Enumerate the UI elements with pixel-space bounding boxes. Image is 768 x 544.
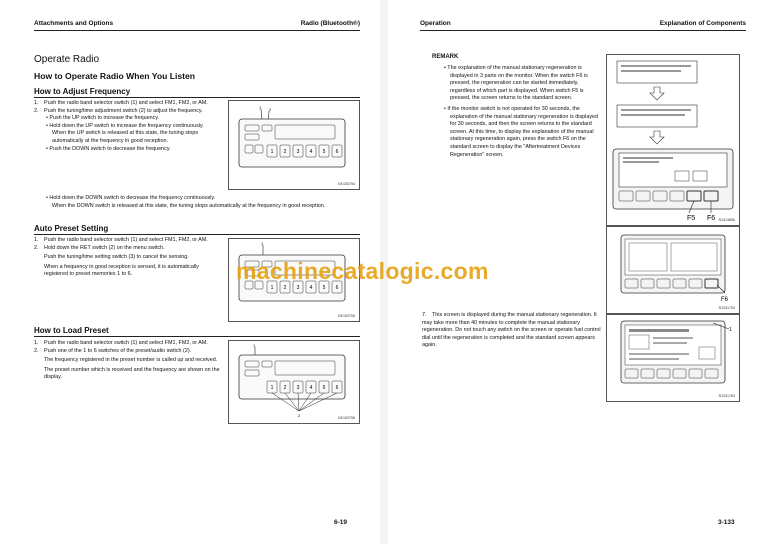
preset-key-label: 1: [270, 285, 274, 291]
label-f5: F5: [687, 215, 696, 222]
radio-figure-3: [228, 340, 360, 424]
divider: [34, 234, 360, 235]
preset-key-label: 3: [296, 149, 300, 155]
adjust-bullet-2-note: When the UP switch is released at this state, the tuning stops automatically at the frequency in good reception.: [52, 130, 199, 144]
figure-id: RJ413856: [718, 218, 735, 222]
adjust-bullet-1: Push the UP switch to increase the frequency.: [49, 115, 160, 122]
label-f6: F6: [707, 215, 716, 222]
preset-key-label: 4: [309, 385, 313, 391]
auto-preset-steps: 1. Push the radio band selector switch (1) and select FM1, FM2, or AM. 2. Hold down the RET switch (2) on the menu switch. Push the tuning/time setting switch (3) to cancel the sensing. When a frequency in good reception is sensed, it is automatically registered to preset memories 1 to 6.: [34, 237, 224, 279]
adjust-steps-wide: • Hold down the DOWN switch to decrease the frequency continuously. When the DOWN switch is released at this state, the tuning stops automatically at the frequency in good reception.: [34, 195, 360, 210]
divider: [34, 97, 360, 98]
adjust-bullet-2: Hold down the UP switch to increase the frequency continuously.: [49, 122, 204, 129]
load-step-2-note-2: The preset number which is received and the frequency are shown on the display.: [44, 366, 220, 381]
adjust-bullet-4-note: When the DOWN switch is released at this state, the tuning stops automatically at the frequency in good reception.: [52, 202, 326, 209]
adjust-step-2: Push the tuning/time adjustment switch (2) to adjust the frequency.: [44, 107, 203, 114]
preset-key-label: 3: [296, 285, 300, 291]
radio-panel-illustration: [229, 341, 359, 423]
auto-step-2: Hold down the RET switch (2) on the menu switch.: [44, 244, 165, 251]
heading-load-preset: How to Load Preset: [34, 326, 109, 335]
auto-step-2-note-2: When a frequency in good reception is sensed, it is automatically registered to preset memories 1 to 6.: [44, 263, 199, 278]
figure-id: GK153755: [337, 314, 355, 318]
svg-text:1: 1: [253, 343, 256, 348]
remark-body: • The explanation of the manual stationary regeneration is displayed in 3 parts on the monitor. When the switch F6 is pressed, the regeneration can be started immediately, regardless of which part is displayed. When switch F5 is pressed, the screen returns to the standard screen. • If the monitor switch is not operated for 30 seconds, the explanation of the manual stationary regeneration is displayed for 30 seconds, and then the screen returns to the standard screen. At this time, to display the explanation of the manual stationary regeneration again, press the switch F6 on the standard screen to display the "Aftertreatment Devices Regeneration" screen.: [444, 65, 599, 158]
page-title: Operate Radio: [34, 54, 100, 65]
step-7: 7. This screen is displayed during the manual stationary regeneration. It may take more than 40 minutes to complete the manual stationary regeneration. Do not touch any switch on the screen or operate fuel control dial until the regeneration is completed and the standard screen appears again.: [422, 312, 601, 349]
preset-key-label: 5: [322, 385, 326, 391]
svg-text:1: 1: [261, 241, 264, 246]
regeneration-screen-illustration: [607, 315, 739, 401]
load-preset-steps: 1. Push the radio band selector switch (1) and select FM1, FM2, or AM. 2. Push one of the 1 to 6 switches of the preset/audio switch (2). The frequency registered in the preset number is called up and received. The preset number which is received and the frequency are shown on the display.: [34, 340, 224, 382]
svg-text:2: 2: [297, 413, 301, 418]
watermark: machinecatalogic.com: [236, 258, 489, 284]
preset-key-label: 6: [335, 385, 339, 391]
auto-step-2-note: Push the tuning/time setting switch (3) to cancel the sensing.: [44, 254, 189, 261]
monitor-figure-sequence: [606, 54, 740, 226]
preset-key-label: 5: [322, 285, 326, 291]
section-heading-listen: How to Operate Radio When You Listen: [34, 71, 196, 81]
adjust-bullet-3: Push the DOWN switch to decrease the frequency.: [49, 145, 171, 152]
right-header-topic: Explanation of Components: [659, 20, 746, 27]
monitor-figure-regeneration: [606, 314, 740, 402]
figure-id: GK153756: [337, 416, 355, 420]
preset-key-label: 2: [283, 285, 287, 291]
radio-panel-illustration: [229, 101, 359, 189]
left-page-number: 6-19: [334, 519, 348, 526]
preset-key-label: 2: [283, 149, 287, 155]
svg-text:2: 2: [269, 107, 272, 112]
adjust-steps: 1. Push the radio band selector switch (1) and select FM1, FM2, or AM. 2. Push the tuning/time adjustment switch (2) to adjust the frequency. • Push the UP switch to increase the frequency. • Hold down the UP switch to increase the frequency continuously. When the UP switch is released at this state, the tuning stops automatically at the frequency in good reception. • Push the DOWN switch to decrease the frequency.: [34, 100, 224, 153]
preset-key-label: 3: [296, 385, 300, 391]
heading-adjust-frequency: How to Adjust Frequency: [34, 87, 131, 96]
figure-id: RJ331753: [718, 306, 735, 310]
remark-item-1: The explanation of the manual stationary regeneration is displayed in 3 parts on the monitor. When the switch F6 is pressed, the regeneration can be started immediately, regardless of which part is displayed. When switch F5 is pressed, the screen returns to the standard screen.: [447, 65, 588, 102]
left-page-header: [34, 20, 360, 31]
figure-id: RJ331763: [718, 394, 735, 398]
heading-auto-preset: Auto Preset Setting: [34, 224, 109, 233]
auto-step-1: Push the radio band selector switch (1) and select FM1, FM2, or AM.: [44, 237, 208, 243]
svg-text:1: 1: [259, 105, 262, 110]
figure-id: GK153754: [337, 182, 355, 186]
preset-key-label: 4: [309, 149, 313, 155]
left-header-section: Attachments and Options: [34, 20, 114, 27]
monitor-figure-standard: [606, 226, 740, 314]
load-step-2-note: The frequency registered in the preset number is called up and received.: [44, 357, 218, 364]
preset-key-label: 1: [270, 385, 274, 391]
load-step-1: Push the radio band selector switch (1) and select FM1, FM2, or AM.: [44, 340, 208, 346]
left-header-topic: Radio (Bluetooth®): [300, 20, 360, 27]
right-header-section: Operation: [420, 20, 451, 27]
adjust-bullet-4: Hold down the DOWN switch to decrease the frequency continuously.: [49, 195, 216, 201]
load-step-2: Push one of the 1 to 6 switches of the preset/audio switch (2).: [44, 347, 192, 354]
label-f6-standard: F6: [721, 297, 729, 303]
adjust-step-1: Push the radio band selector switch (1) and select FM1, FM2, or AM.: [44, 100, 208, 106]
preset-key-label: 6: [335, 149, 339, 155]
preset-key-label: 4: [309, 285, 313, 291]
preset-key-label: 5: [322, 149, 326, 155]
right-page-header: [420, 20, 746, 31]
divider: [34, 336, 360, 337]
monitor-screens-illustration: [607, 55, 739, 225]
preset-key-label: 2: [283, 385, 287, 391]
right-page-number: 3-133: [718, 519, 735, 526]
radio-figure-1: [228, 100, 360, 190]
remark-item-2: If the monitor switch is not operated for 30 seconds, the explanation of the manual stationary regeneration is displayed for 30 seconds, and then the screen returns to the standard screen. At this time, to display the explanation of the manual stationary regeneration again, press the switch F6 on the standard screen to display the "Aftertreatment Devices Regeneration" screen.: [447, 105, 599, 158]
remark-title: REMARK: [432, 54, 459, 60]
standard-screen-illustration: [607, 227, 739, 313]
preset-key-label: 1: [270, 149, 274, 155]
svg-text:1: 1: [729, 327, 732, 333]
step-7-text: This screen is displayed during the manual stationary regeneration. It may take more than 40 minutes to complete the manual stationary regeneration. Do not touch any switch on the screen or operate fuel control dial until the regeneration is completed and the standard screen appears again.: [422, 312, 601, 349]
preset-key-label: 6: [335, 285, 339, 291]
